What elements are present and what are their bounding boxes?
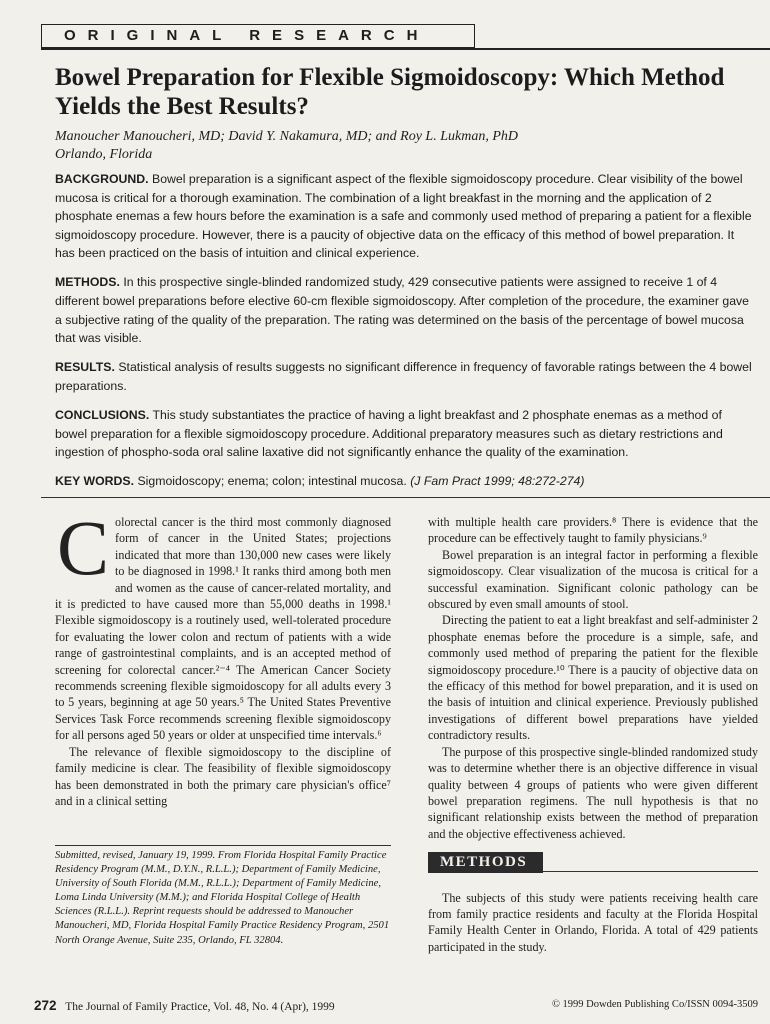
body-left-column [55, 504, 391, 809]
body-paragraph: Directing the patient to eat a light breakfast and self-administer 2 phosphate enemas before the procedure is a simple, safe, and commonly used method of preparing the patient for the flexible sigmoidoscopy procedure.¹⁰ There is a paucity of objective data on the efficacy of this method for bowel preparation, and it is used on the basis of intuition and clinical experience. Previously published investigations of different bowel preparations have yielded contradictory results. [428, 613, 758, 743]
conclusions-label: CONCLUSIONS. [55, 408, 150, 423]
authors: Manoucher Manoucheri, MD; David Y. Nakamura, MD; and Roy L. Lukman, PhD [55, 129, 518, 144]
methods-heading: METHODS [428, 852, 543, 872]
footnote: Submitted, revised, January 19, 1999. From Florida Hospital Family Practice Residency Program (M.M., D.Y.N., R.L.L.); Department of Family Medicine, University of South Florida (M.M., R.L.L.); Department of Family Medicine, Loma Linda University (M.M.); and Florida Hospital College of Health Sciences (R.L.L.). Reprint requests should be addressed to Manoucher Manoucheri, MD, Florida Hospital Family Practice Residency Program, 2501 North Orange Avenue, Suite 235, Orlando, FL 32804. [55, 850, 390, 946]
methods-label: METHODS. [55, 275, 120, 290]
abstract-conclusions [55, 406, 755, 462]
author-location: Orlando, Florida [55, 147, 153, 162]
copyright: © 1999 Dowden Publishing Co/ISSN 0094-3509 [551, 999, 758, 1010]
journal-info: The Journal of Family Practice, Vol. 48, No. 4 (Apr), 1999 [65, 1001, 335, 1013]
abstract-methods [55, 273, 755, 347]
conclusions-text: This study substantiates the practice of having a light breakfast and 2 phosphate enemas as a method of bowel preparation for a flexible sigmoidoscopy procedure. Additional preparatory measures such as dietary restrictions and ingestion of phospho-soda oral saline laxative did not significantly enhance the quality of the examination. [55, 408, 723, 460]
page-number: 272 [34, 998, 57, 1013]
page-footer [34, 998, 764, 1016]
abstract-rule [41, 497, 770, 498]
body-paragraph: The subjects of this study were patients receiving health care from family practice residents and faculty at the Florida Hospital Family Health Center in Orlando, Florida. A total of 429 patients participated in the study. [428, 890, 758, 954]
results-text: Statistical analysis of results suggests no significant difference in frequency of favorable ratings between the 4 bowel preparations. [55, 360, 752, 393]
abstract [55, 170, 755, 501]
background-text: Bowel preparation is a significant aspect of the flexible sigmoidoscopy procedure. Clear visibility of the bowel mucosa is critical for a thorough examination. The combination of a light breakfast in the morning and the application of 2 phosphate enemas a few hours before the examination is a safe and commonly used method of preparing a patient for a flexible sigmoidoscopy procedure. However, there is a paucity of objective data on the efficacy of this method of bowel preparation. It has been practiced on the basis of intuition and clinical experience. [55, 172, 752, 261]
drop-cap: C [57, 504, 110, 591]
footnote-rule [55, 845, 391, 846]
abstract-background [55, 170, 755, 263]
background-label: BACKGROUND. [55, 172, 149, 186]
intro-paragraph [55, 504, 391, 744]
body-paragraph: The purpose of this prospective single-blinded randomized study was to determine whether there is an objective difference in visual quality between 4 groups of patients who were given different bowel preparation regimens. The null hypothesis is that no significant relationship exists between the method of preparation and the objective effectiveness achieved. [428, 744, 758, 841]
abstract-results [55, 358, 755, 395]
section-label: ORIGINAL RESEARCH [41, 24, 475, 48]
citation: (J Fam Pract 1999; 48:272-274) [410, 474, 585, 489]
abstract-keywords [55, 472, 755, 491]
body-right-column [428, 514, 758, 955]
body-paragraph: with multiple health care providers.⁸ There is evidence that the procedure can be effectively taught to family physicians.⁹ [428, 515, 758, 546]
intro-text: olorectal cancer is the third most commonly diagnosed form of cancer in the United States; projections indicated that more than 130,000 new cases were likely to be diagnosed in 1998.¹ It ranks third among both men and women as the cause of cancer-related mortality, and it is predicted to have caused more than 55,000 deaths in 1998.¹ Flexible sigmoidoscopy is a routinely used, well-tolerated procedure for evaluating the lower colon and rectum of patients with a wide range of gastrointestinal complaints, and is an accepted method of screening for colorectal cancer.²⁻⁴ The American Cancer Society recommends screening flexible sigmoidoscopy for all adults every 3 to 5 years, beginning at age 50 years.⁵ The United States Preventive Services Task Force recommends screening flexible sigmoidoscopy for all persons aged 50 years or older at unspecified time intervals.⁶ [55, 515, 391, 743]
body-paragraph: Bowel preparation is an integral factor in performing a flexible sigmoidoscopy. Clear visualization of the mucosa is critical for a successful examination. Significant colonic pathology can be obscured by even small amounts of stool. [428, 547, 758, 612]
relevance-paragraph: The relevance of flexible sigmoidoscopy to the discipline of family medicine is clear. The feasibility of flexible sigmoidoscopy has been demonstrated in both the primary care physician's office⁷ and in a clinical setting [55, 744, 391, 808]
article-title: Bowel Preparation for Flexible Sigmoidoscopy: Which Method Yields the Best Results? [55, 64, 725, 120]
keywords-text: Sigmoidoscopy; enema; colon; intestinal mucosa. [137, 474, 407, 489]
results-label: RESULTS. [55, 360, 115, 375]
methods-text: In this prospective single-blinded randomized study, 429 consecutive patients were assigned to receive 1 of 4 different bowel preparations before elective 60-cm flexible sigmoidoscopy. After completion of the procedure, the examiner gave a subjective rating of the quality of the preparation. The rating was determined on the basis of the percentage of bowel mucosa that was visible. [55, 275, 750, 346]
keywords-label: KEY WORDS. [55, 474, 135, 489]
header-rule [41, 48, 770, 50]
